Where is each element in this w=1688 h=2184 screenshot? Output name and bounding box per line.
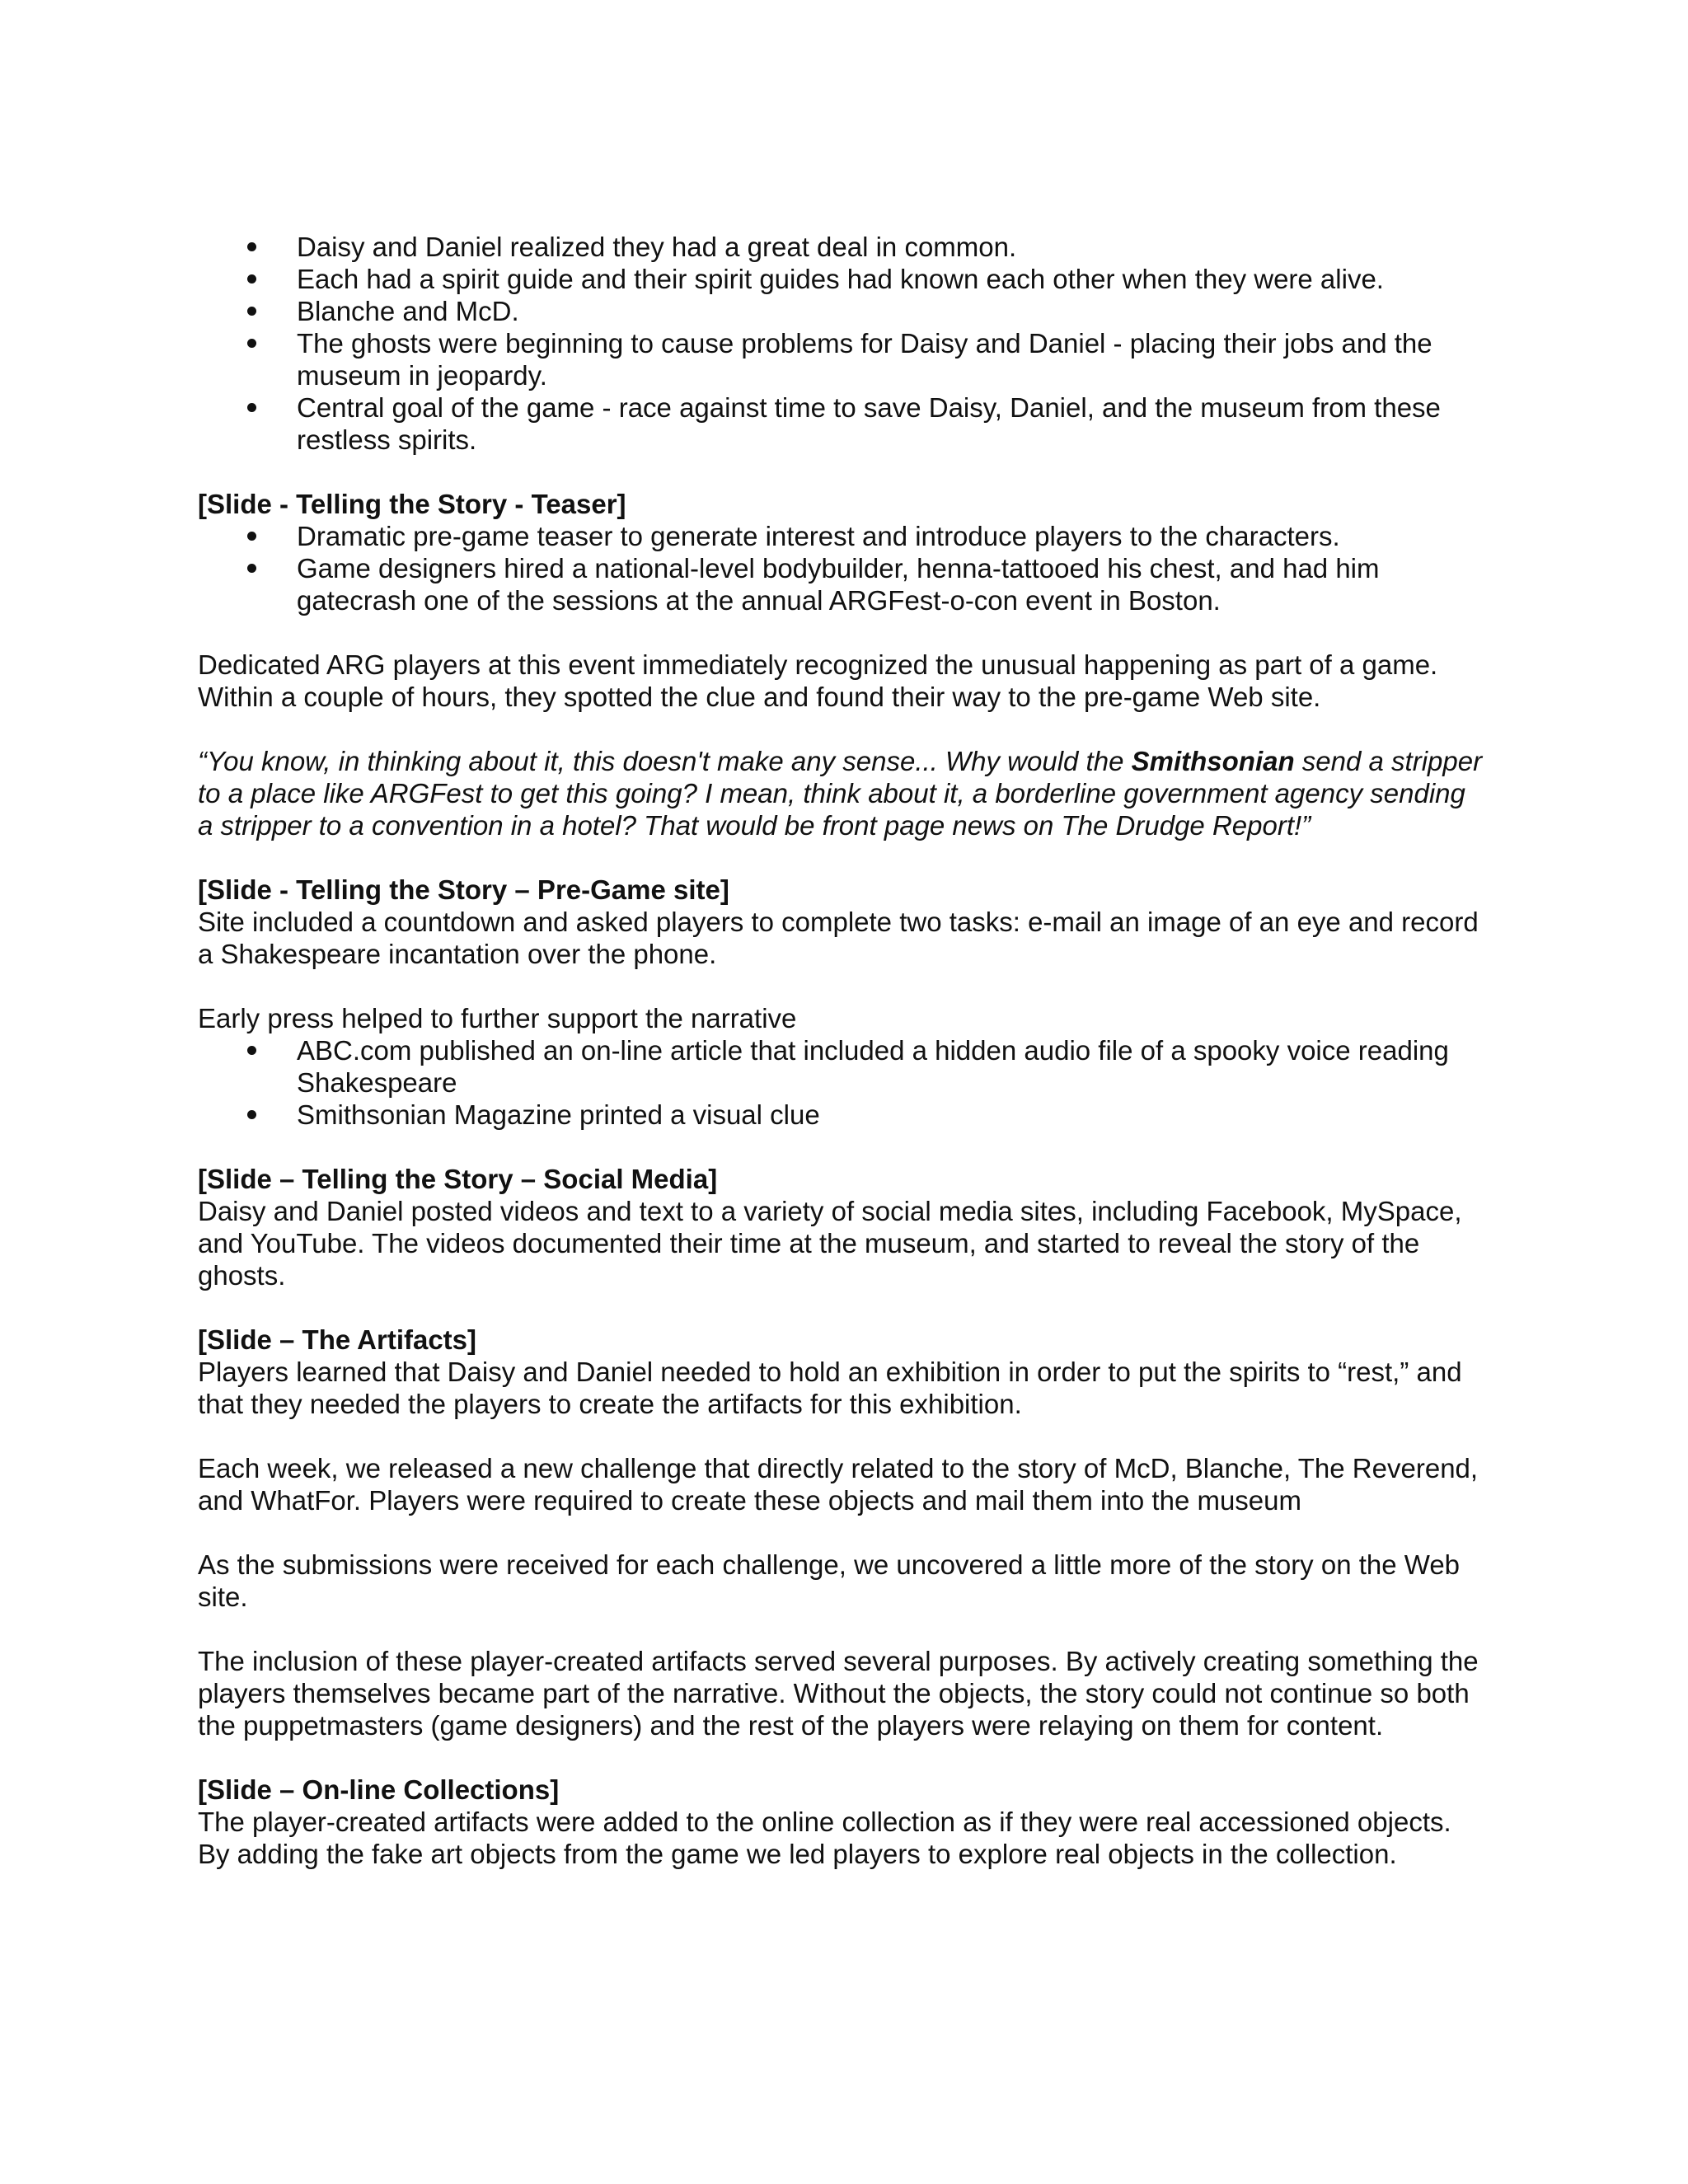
list-item-text: Central goal of the game - race against time to save Daisy, Daniel, and the museum from these restless spirits. xyxy=(297,392,1441,455)
bullet-icon xyxy=(247,1110,256,1119)
list-item-text: Dramatic pre-game teaser to generate interest and introduce players to the characters. xyxy=(297,521,1340,551)
list-item-text: ABC.com published an on-line article that included a hidden audio file of a spooky voice reading Shakespeare xyxy=(297,1035,1449,1098)
social-heading: [Slide – Telling the Story – Social Media] xyxy=(198,1164,718,1194)
list-item xyxy=(198,520,1484,552)
bullet-icon xyxy=(247,403,256,412)
quote-emphasis: Smithsonian xyxy=(1131,746,1295,776)
list-item xyxy=(198,1034,1484,1099)
collections-heading: [Slide – On-line Collections] xyxy=(198,1774,560,1805)
artifacts-paragraph: Players learned that Daisy and Daniel needed to hold an exhibition in order to put the spirits to “rest,” and that they needed the players to create the artifacts for this exhibition. xyxy=(198,1357,1462,1419)
social-paragraph: Daisy and Daniel posted videos and text to a variety of social media sites, including Facebook, MySpace, and YouTube. The videos documented their time at the museum, and started to reveal the story of the ghosts. xyxy=(198,1196,1462,1291)
list-item xyxy=(198,552,1484,616)
list-item-text: Daisy and Daniel realized they had a great deal in common. xyxy=(297,232,1017,262)
bullet-icon xyxy=(247,339,256,348)
quote-text-start: “You know, in thinking about it, this doesn't make any sense... Why would the xyxy=(198,746,1132,776)
list-item xyxy=(198,295,1484,327)
teaser-bullet-list xyxy=(198,520,1484,616)
bullet-icon xyxy=(247,274,256,284)
list-item-text: Each had a spirit guide and their spirit guides had known each other when they were alive. xyxy=(297,264,1384,294)
list-item-text: Smithsonian Magazine printed a visual clue xyxy=(297,1099,820,1130)
list-item xyxy=(198,231,1484,263)
list-item xyxy=(198,1099,1484,1131)
artifacts-heading: [Slide – The Artifacts] xyxy=(198,1324,477,1355)
document-page xyxy=(198,231,1484,1870)
artifacts-paragraph: The inclusion of these player-created artifacts served several purposes. By actively creating something the players themselves became part of the narrative. Without the objects, the story could not continue so both the puppetmasters (game designers) and the rest of the players were relaying on them for content. xyxy=(198,1646,1479,1741)
pregame-heading: [Slide - Telling the Story – Pre-Game site] xyxy=(198,874,729,905)
bullet-icon xyxy=(247,564,256,573)
list-item xyxy=(198,391,1484,456)
collections-paragraph: The player-created artifacts were added to the online collection as if they were real accessioned objects. By adding the fake art objects from the game we led players to explore real objects in the collection. xyxy=(198,1807,1451,1869)
list-item-text: Blanche and McD. xyxy=(297,296,519,326)
pregame-paragraph: Site included a countdown and asked players to complete two tasks: e-mail an image of an eye and record a Shakespeare incantation over the phone. xyxy=(198,907,1479,969)
bullet-icon xyxy=(247,307,256,316)
list-item xyxy=(198,327,1484,391)
bullet-icon xyxy=(247,242,256,251)
quote-text-end: send a stripper to a place like ARGFest to get this going? I mean, think about it, a borderline government agency sending a stripper to a convention in a hotel? That would be front page news on The Drudge Report!” xyxy=(198,746,1483,841)
artifacts-paragraph: Each week, we released a new challenge that directly related to the story of McD, Blanche, The Reverend, and WhatFor. Players were required to create these objects and mail them into the museum xyxy=(198,1453,1479,1516)
press-bullet-list xyxy=(198,1034,1484,1131)
artifacts-paragraph: As the submissions were received for each challenge, we uncovered a little more of the story on the Web site. xyxy=(198,1549,1461,1612)
intro-bullet-list xyxy=(198,231,1484,456)
list-item-text: Game designers hired a national-level bodybuilder, henna-tattooed his chest, and had him gatecrash one of the sessions at the annual ARGFest-o-con event in Boston. xyxy=(297,553,1380,616)
list-item xyxy=(198,263,1484,295)
teaser-paragraph: Dedicated ARG players at this event immediately recognized the unusual happening as part of a game. Within a couple of hours, they spotted the clue and found their way to the pre-game Web site. xyxy=(198,649,1438,712)
player-quote xyxy=(198,745,1484,841)
teaser-heading: [Slide - Telling the Story - Teaser] xyxy=(198,489,626,519)
press-intro: Early press helped to further support the narrative xyxy=(198,1003,797,1033)
bullet-icon xyxy=(247,1046,256,1055)
list-item-text: The ghosts were beginning to cause problems for Daisy and Daniel - placing their jobs and the museum in jeopardy. xyxy=(297,328,1432,391)
bullet-icon xyxy=(247,532,256,541)
